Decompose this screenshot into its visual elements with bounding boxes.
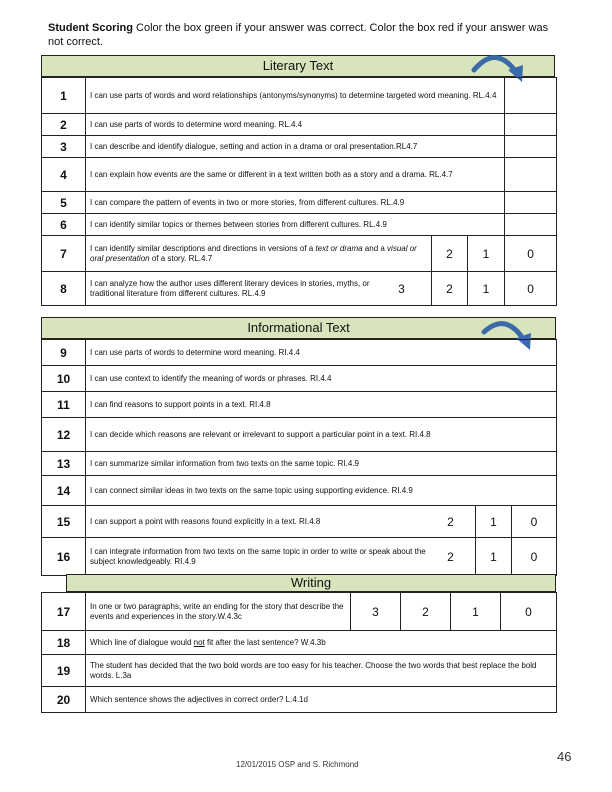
table-row [42,593,557,631]
score-2[interactable]: 2 [432,272,468,306]
score-0[interactable]: 0 [512,506,557,538]
row-description: The student has decided that the two bold words are too easy for his teacher. Choose the two words that best replace the bold words. L.3a [86,655,557,687]
score-1[interactable]: 1 [476,538,512,576]
table-row [42,655,557,687]
score-box[interactable] [505,114,557,136]
row-description: I can use parts of words and word relationships (antonyms/synonyms) to determine targeted word meaning. RL.4.4 [86,78,505,114]
page-number: 46 [557,749,572,764]
row-number: 7 [42,236,86,272]
row-description: In one or two paragraphs, write an ending for the story that describe the events and experiences in the story.W.4.3c [86,593,351,631]
row-number: 15 [42,506,86,538]
row-number: 18 [42,631,86,655]
row-description: I can identify similar descriptions and directions in versions of a text or drama and a visual or oral presentation of a story. RL.4.7 [86,236,432,272]
table-row [42,687,557,713]
row-description: I can find reasons to support points in a text. RI.4.8 [86,392,557,418]
scoring-instructions [48,21,558,49]
score-2[interactable]: 2 [432,236,468,272]
table-row [42,538,557,576]
informational-table [41,339,557,576]
table-row [42,78,557,114]
score-0[interactable]: 0 [505,272,557,306]
score-2[interactable]: 2 [447,514,454,529]
score-box[interactable] [505,158,557,192]
row-number: 6 [42,214,86,236]
score-1[interactable]: 1 [468,236,505,272]
row-description: I can compare the pattern of events in two or more stories, from different cultures. RL.4.9 [86,192,505,214]
table-row [42,366,557,392]
score-2[interactable]: 2 [401,593,451,631]
writing-table [41,592,557,713]
row-description: I can connect similar ideas in two texts on the same topic using supporting evidence. RI.4.9 [86,476,557,506]
literary-table [41,77,557,306]
row-description: I can identify similar topics or themes between stories from different cultures. RL.4.9 [86,214,505,236]
table-row [42,392,557,418]
score-0[interactable]: 0 [512,538,557,576]
literary-section-title: Literary Text [262,58,334,73]
scoring-label: Student Scoring [48,22,133,34]
row-number: 11 [42,392,86,418]
row-description: I can analyze how the author uses different literary devices in stories, myths, or traditional literature from different cultures. RL.4.9 3 [86,272,432,306]
informational-section-title: Informational Text [247,320,350,335]
table-row [42,136,557,158]
row-number: 10 [42,366,86,392]
score-3[interactable]: 3 [351,593,401,631]
table-row [42,158,557,192]
row-number: 1 [42,78,86,114]
table-row [42,452,557,476]
score-box[interactable] [505,78,557,114]
score-0[interactable]: 0 [505,236,557,272]
score-1[interactable]: 1 [476,506,512,538]
row-description: I can use parts of words to determine word meaning. RL.4.4 [86,114,505,136]
row-description: I can decide which reasons are relevant or irrelevant to support a particular point in a text. RI.4.8 [86,418,557,452]
score-box[interactable] [505,214,557,236]
score-box[interactable] [505,136,557,158]
row-description: I can summarize similar information from two texts on the same topic. RI.4.9 [86,452,557,476]
table-row [42,114,557,136]
row-number: 3 [42,136,86,158]
row-description: Which sentence shows the adjectives in correct order? L.4.1d [86,687,557,713]
row-description: I can explain how events are the same or different in a text written both as a story and a drama. RL.4.7 [86,158,505,192]
row-description: I can use context to identify the meaning of words or phrases. RI.4.4 [86,366,557,392]
row-number: 17 [42,593,86,631]
row-number: 20 [42,687,86,713]
writing-section-header [66,574,556,592]
score-1[interactable]: 1 [468,272,505,306]
score-0[interactable]: 0 [501,593,557,631]
row-description: I can integrate information from two texts on the same topic in order to write or speak about the subject knowledgeably. RI.4.9 2 [86,538,476,576]
row-description: I can use parts of words to determine word meaning. RI.4.4 [86,340,557,366]
row-number: 13 [42,452,86,476]
score-3[interactable]: 3 [398,281,405,296]
row-description: Which line of dialogue would not fit after the last sentence? W.4.3b [86,631,557,655]
table-row [42,631,557,655]
table-row [42,418,557,452]
score-2[interactable]: 2 [447,549,454,564]
row-number: 12 [42,418,86,452]
table-row [42,236,557,272]
row-number: 2 [42,114,86,136]
row-number: 5 [42,192,86,214]
writing-section-title: Writing [290,575,332,590]
row-number: 8 [42,272,86,306]
table-row [42,476,557,506]
row-number: 19 [42,655,86,687]
row-number: 4 [42,158,86,192]
table-row [42,192,557,214]
row-number: 16 [42,538,86,576]
scoring-text: Color the box green if your answer was correct. Color the box red if your answer was not correct. [48,22,549,48]
table-row [42,272,557,306]
table-row [42,214,557,236]
table-row [42,506,557,538]
row-description: I can describe and identify dialogue, setting and action in a drama or oral presentation.RL4.7 [86,136,505,158]
score-box[interactable] [505,192,557,214]
row-number: 9 [42,340,86,366]
row-description: I can support a point with reasons found explicitly in a text. RI.4.8 2 [86,506,476,538]
table-row [42,340,557,366]
score-1[interactable]: 1 [451,593,501,631]
footer-credit: 12/01/2015 OSP and S. Richmond [236,760,359,769]
row-number: 14 [42,476,86,506]
